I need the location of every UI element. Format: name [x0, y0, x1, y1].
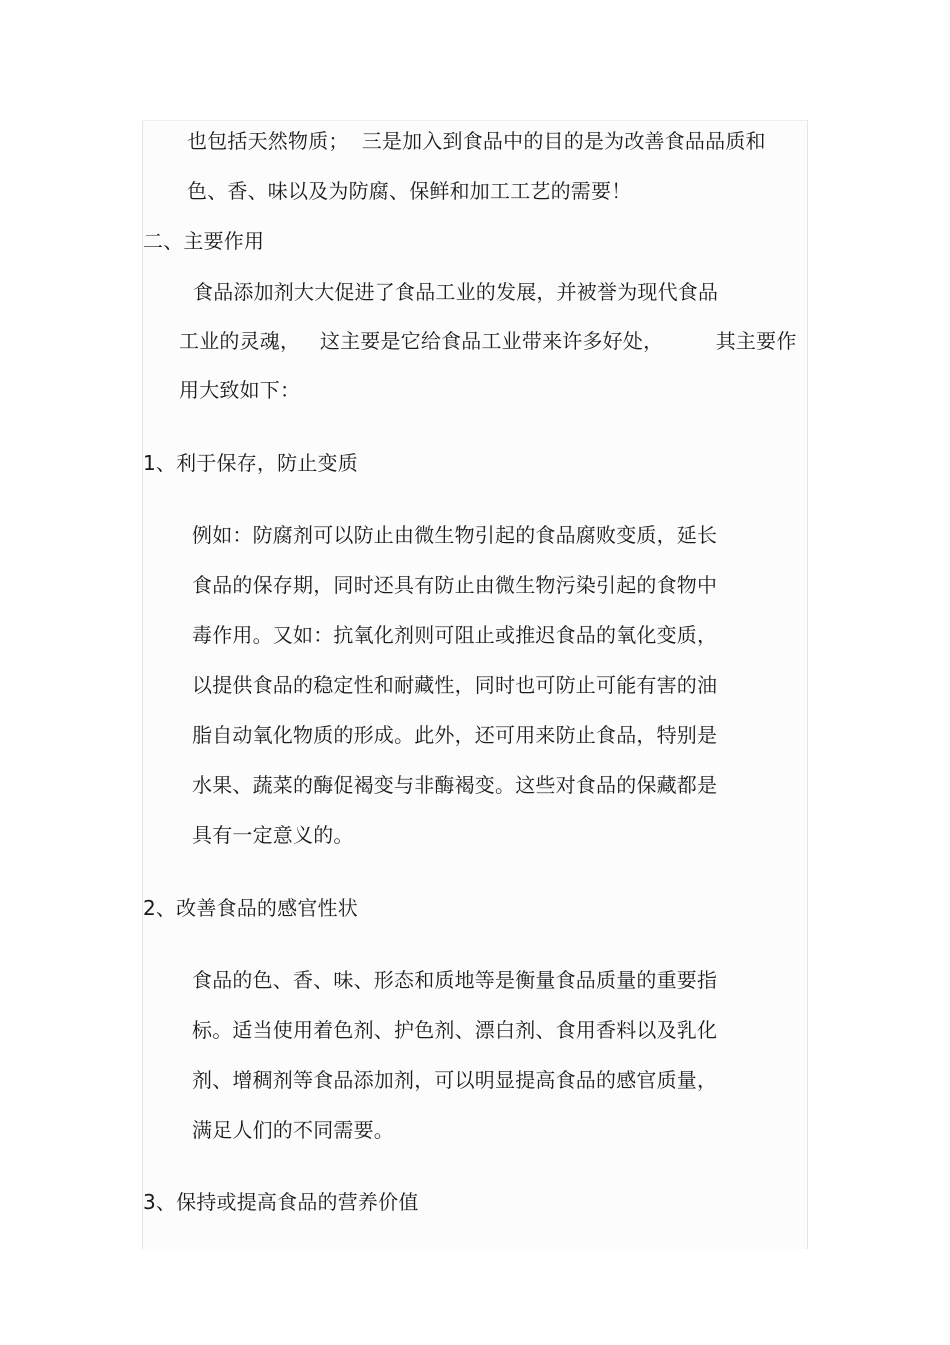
paragraph-line: 脂自动氧化物质的形成。此外，还可用来防止食品，特别是 [192, 723, 718, 747]
intro-line: 也包括天然物质； 三是加入到食品中的目的是为改善食品品质和 [187, 129, 766, 153]
paragraph-line: 具有一定意义的。 [192, 823, 354, 847]
item-heading: 1、利于保存，防止变质 [143, 451, 358, 475]
paragraph-line: 剂、增稠剂等食品添加剂，可以明显提高食品的感官质量， [192, 1068, 718, 1092]
paragraph-line: 以提供食品的稳定性和耐藏性，同时也可防止可能有害的油 [192, 673, 718, 697]
paragraph-line: 用大致如下： [179, 378, 301, 402]
section-heading: 二、主要作用 [143, 229, 265, 253]
item-heading: 2、改善食品的感官性状 [143, 896, 358, 920]
paragraph-line: 标。适当使用着色剂、护色剂、漂白剂、食用香料以及乳化 [192, 1018, 718, 1042]
paragraph-line: 食品添加剂大大促进了食品工业的发展，并被誉为现代食品 [193, 280, 719, 304]
paragraph-line: 毒作用。又如：抗氧化剂则可阻止或推迟食品的氧化变质， [192, 623, 718, 647]
item-heading: 3、保持或提高食品的营养价值 [143, 1190, 419, 1214]
paragraph-line: 食品的保存期，同时还具有防止由微生物污染引起的食物中 [192, 573, 718, 597]
paragraph-line: 例如：防腐剂可以防止由微生物引起的食品腐败变质，延长 [192, 523, 718, 547]
intro-line: 色、香、味以及为防腐、保鲜和加工工艺的需要！ [187, 179, 632, 203]
paragraph-line: 水果、蔬菜的酶促褐变与非酶褐变。这些对食品的保藏都是 [192, 773, 718, 797]
paragraph-line: 满足人们的不同需要。 [192, 1118, 394, 1142]
paragraph-line: 食品的色、香、味、形态和质地等是衡量食品质量的重要指 [192, 968, 718, 992]
paragraph-line: 工业的灵魂， 这主要是它给食品工业带来许多好处， 其主要作 [179, 329, 797, 353]
